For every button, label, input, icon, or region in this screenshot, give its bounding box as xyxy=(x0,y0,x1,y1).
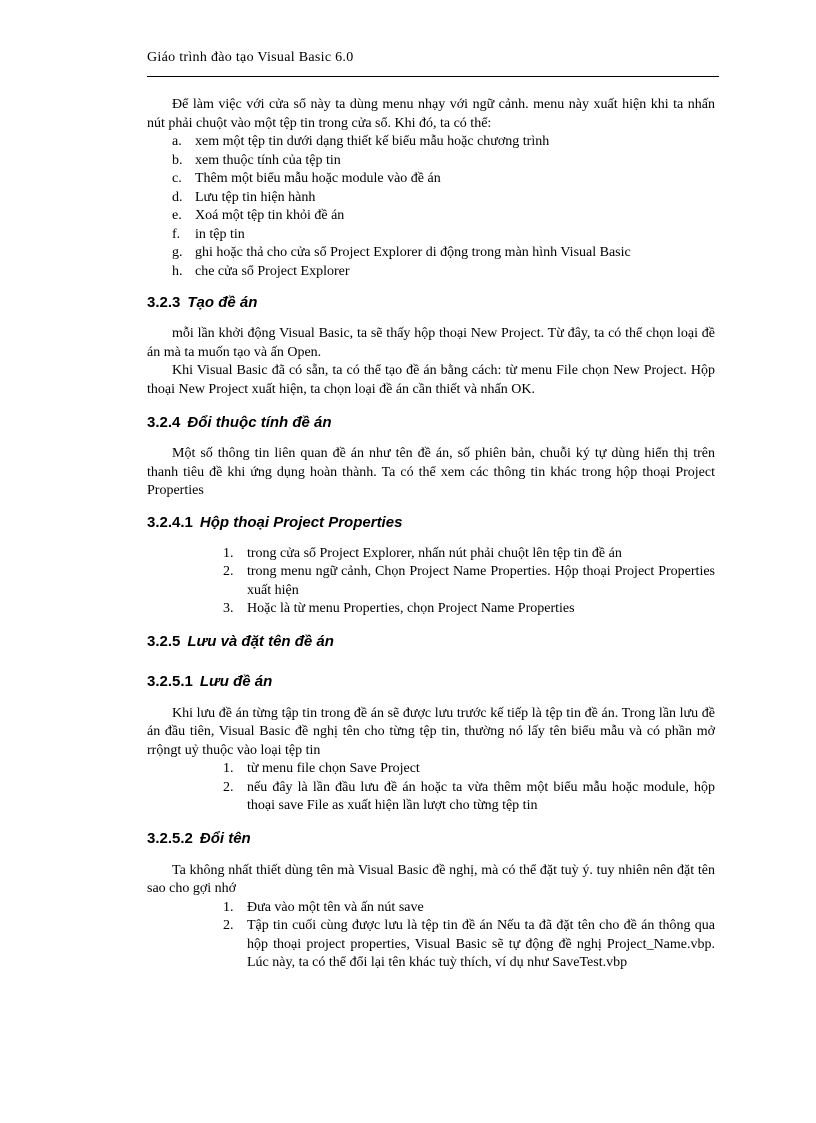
section-heading-3-2-4-1 xyxy=(147,514,715,531)
list-item-text: ghi hoặc thả cho cửa sổ Project Explorer di động trong màn hình Visual Basic xyxy=(195,245,631,260)
list-item-text: Đưa vào một tên và ấn nút save xyxy=(247,899,424,915)
list-item-text: Hoặc là từ menu Properties, chọn Project Name Properties xyxy=(247,601,575,616)
intro-paragraph: Để làm việc với cửa sổ này ta dùng menu nhạy với ngữ cảnh. menu này xuất hiện khi ta nhấn nút phải chuột vào một tệp tin trong cửa sổ. Khi đó, ta có thể: xyxy=(147,97,715,131)
section-paragraph: Khi lưu đề án từng tập tin trong đề án sẽ được lưu trước kế tiếp là tệp tin đề án. Trong lần lưu đề án đầu tiên, Visual Basic đề nghị tên cho từng tệp tin, thường nó lấy tên biểu mẫu và có phần mở rrộngt uỷ thuộc vào loại tệp tin xyxy=(147,705,715,758)
section-paragraph: Ta không nhất thiết dùng tên mà Visual Basic đề nghị, mà có thể đặt tuỳ ý. tuy nhiên nên đặt tên sao cho gợi nhớ xyxy=(147,862,715,896)
section-heading-3-2-3 xyxy=(147,294,715,311)
numbered-list xyxy=(147,760,715,816)
numbered-list xyxy=(147,899,715,973)
list-item-text: xem một tệp tin dưới dạng thiết kế biểu mẫu hoặc chương trình xyxy=(195,134,550,149)
section-number: 3.2.3 xyxy=(147,294,181,311)
section-paragraph: mỗi lần khởi động Visual Basic, ta sẽ thấy hộp thoại New Project. Từ đây, ta có thể chọn loại đề án mà ta muốn tạo và ấn Open. xyxy=(147,326,715,360)
list-item-text: trong menu ngữ cảnh, Chọn Project Name Properties. Hộp thoại Project Properties xuất hiện xyxy=(247,564,715,598)
list-item xyxy=(147,207,715,226)
list-item xyxy=(147,600,715,619)
list-item xyxy=(147,779,715,816)
list-item-text: từ menu file chọn Save Project xyxy=(247,761,420,776)
list-item xyxy=(147,226,715,245)
list-item xyxy=(147,899,715,918)
section-number: 3.2.4 xyxy=(147,414,181,431)
list-item-text: Thêm một biểu mẫu hoặc module vào đề án xyxy=(195,171,441,186)
list-item xyxy=(147,244,715,263)
list-marker: 1. xyxy=(223,899,234,915)
list-item xyxy=(147,563,715,600)
list-item-text: Xoá một tệp tin khỏi đề án xyxy=(195,208,345,223)
list-item xyxy=(147,152,715,171)
page-header-title: Giáo trình đào tạo Visual Basic 6.0 xyxy=(147,50,354,65)
section-heading-3-2-5-1 xyxy=(147,673,715,690)
section-title: Đổi thuộc tính đề án xyxy=(187,414,332,431)
list-item xyxy=(147,170,715,189)
section-number: 3.2.5 xyxy=(147,632,181,650)
section-number: 3.2.5.1 xyxy=(147,672,193,690)
list-item-text: trong cửa sổ Project Explorer, nhấn nút phải chuột lên tệp tin đề án xyxy=(247,545,622,561)
list-item-text: Lưu tệp tin hiện hành xyxy=(195,189,316,205)
list-item-text: xem thuộc tính của tệp tin xyxy=(195,152,341,168)
list-marker: 2. xyxy=(223,779,234,795)
list-item-text: Tập tin cuối cùng được lưu là tệp tin đề án Nếu ta đã đặt tên cho đề án thông qua hộp thoại project properties, Visual Basic sẽ tự động đề nghị Project_Name.vbp. Lúc này, ta có thể đổi lại tên khác tuỳ thích, ví dụ như SaveTest.vbp xyxy=(247,918,715,970)
list-marker: f. xyxy=(172,226,181,242)
list-item xyxy=(147,917,715,973)
section-heading-3-2-5 xyxy=(147,633,715,650)
list-marker: 1. xyxy=(223,761,234,776)
list-marker: a. xyxy=(172,134,182,149)
list-item xyxy=(147,545,715,564)
section-title: Tạo đề án xyxy=(187,294,258,311)
list-item-text: nếu đây là lần đầu lưu đề án hoặc ta vừa thêm một biểu mẫu hoặc module, hộp thoại save File as xuất hiện lần lượt cho từng tệp tin xyxy=(247,779,715,813)
list-marker: g. xyxy=(172,245,183,260)
section-title: Lưu và đặt tên đề án xyxy=(187,632,334,650)
list-item xyxy=(147,760,715,779)
section-title: Lưu đề án xyxy=(199,672,273,690)
section-paragraph: Khi Visual Basic đã có sẵn, ta có thể tạo đề án bằng cách: từ menu File chọn New Project. Hộp thoại New Project xuất hiện, ta chọn loại đề án cần thiết và nhấn OK. xyxy=(147,363,715,397)
context-menu-list xyxy=(147,133,715,281)
list-marker: e. xyxy=(172,208,182,223)
section-number: 3.2.4.1 xyxy=(147,513,193,531)
list-item xyxy=(147,263,715,282)
list-marker: c. xyxy=(172,171,182,186)
list-marker: d. xyxy=(172,189,183,205)
list-item-text: in tệp tin xyxy=(195,226,245,242)
list-marker: 2. xyxy=(223,918,234,933)
list-marker: 1. xyxy=(223,545,234,561)
list-item-text: che cửa sổ Project Explorer xyxy=(195,263,350,279)
section-number: 3.2.5.2 xyxy=(147,829,193,847)
page-content xyxy=(147,96,715,973)
section-title: Đổi tên xyxy=(199,829,251,847)
list-item xyxy=(147,133,715,152)
list-marker: 3. xyxy=(223,601,234,616)
list-marker: b. xyxy=(172,152,183,168)
list-marker: 2. xyxy=(223,564,234,579)
section-heading-3-2-4 xyxy=(147,414,715,431)
list-marker: h. xyxy=(172,263,183,279)
header-rule xyxy=(147,76,719,77)
list-item xyxy=(147,189,715,208)
section-title: Hộp thoại Project Properties xyxy=(199,513,403,531)
numbered-list xyxy=(147,545,715,619)
section-paragraph: Một số thông tin liên quan đề án như tên đề án, số phiên bản, chuỗi ký tự dùng hiển thị trên thanh tiêu đề khi ứng dụng hoàn thành. Ta có thể xem các thông tin khác trong hộp thoại Project Properties xyxy=(147,446,715,498)
section-heading-3-2-5-2 xyxy=(147,830,715,847)
